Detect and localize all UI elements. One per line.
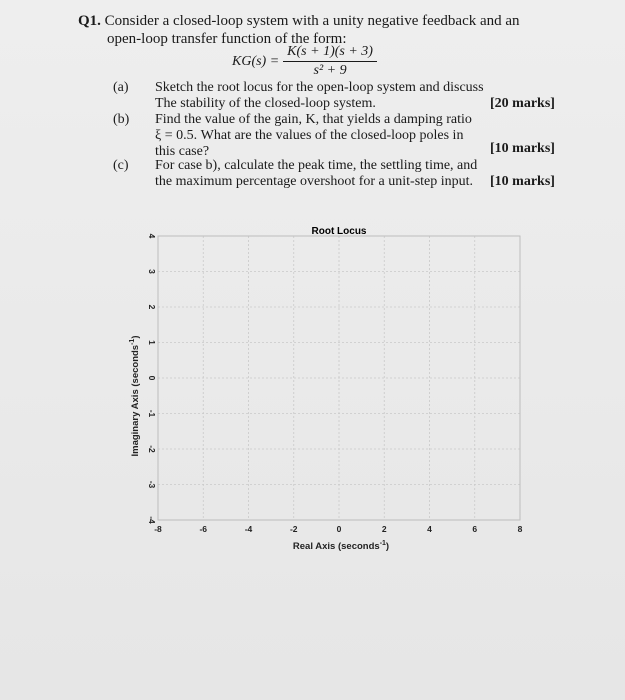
part-c-marks: [10 marks] <box>490 174 555 189</box>
question-intro-line2: open-loop transfer function of the form: <box>107 31 347 47</box>
x-tick-label: 0 <box>336 524 342 534</box>
x-tick-label: -8 <box>154 524 162 534</box>
x-tick-label: 2 <box>381 524 387 534</box>
x-axis-label: Real Axis (seconds$^{-1}$) <box>292 540 390 552</box>
part-a-line2: The stability of the closed-loop system. <box>155 96 376 111</box>
y-tick-label: 1 <box>147 340 157 345</box>
y-tick-label: 2 <box>147 304 157 310</box>
formula-denominator: s² + 9 <box>313 63 347 78</box>
part-b-label: (b) <box>113 112 130 127</box>
x-tick-label: -2 <box>289 524 298 534</box>
part-b-line2: ξ = 0.5. What are the values of the closed-loop poles in <box>155 128 464 143</box>
part-b-marks: [10 marks] <box>490 141 555 156</box>
y-axis-label: Imaginary Axis (seconds$^{-1}$) <box>129 335 141 457</box>
y-tick-label: -1 <box>147 409 157 418</box>
x-tick-label: 6 <box>472 524 478 534</box>
x-tick-label: 8 <box>517 524 523 534</box>
y-tick-label: -2 <box>147 445 157 453</box>
x-tick-label: -6 <box>199 524 208 534</box>
x-tick-label: -4 <box>244 524 253 534</box>
part-c-line2: the maximum percentage overshoot for a unit-step input. <box>155 174 474 189</box>
formula-lhs: KG(s) = <box>232 53 280 69</box>
y-tick-label: -4 <box>147 516 157 524</box>
part-c-label: (c) <box>113 158 129 173</box>
chart-grid <box>158 236 520 520</box>
chart-title: Root Locus <box>311 226 367 237</box>
y-tick-label: 3 <box>147 269 157 274</box>
y-tick-label: 0 <box>147 375 157 381</box>
part-c-line1: For case b), calculate the peak time, the settling time, and <box>155 158 478 173</box>
x-tick-label: 4 <box>427 524 432 534</box>
part-a-line1: Sketch the root locus for the open-loop system and discuss <box>155 80 484 95</box>
y-tick-label: 4 <box>147 233 157 239</box>
part-b-line3: this case? <box>155 144 210 159</box>
question-intro-line1: Consider a closed-loop system with a unity negative feedback and an <box>104 13 520 29</box>
part-b-line1: Find the value of the gain, K, that yields a damping ratio <box>155 112 472 127</box>
part-a-marks: [20 marks] <box>490 96 555 111</box>
part-a-label: (a) <box>113 80 129 95</box>
y-tick-label: -3 <box>147 480 157 489</box>
formula-numerator: K(s + 1)(s + 3) <box>283 44 377 62</box>
question-number: Q1. <box>78 13 101 29</box>
